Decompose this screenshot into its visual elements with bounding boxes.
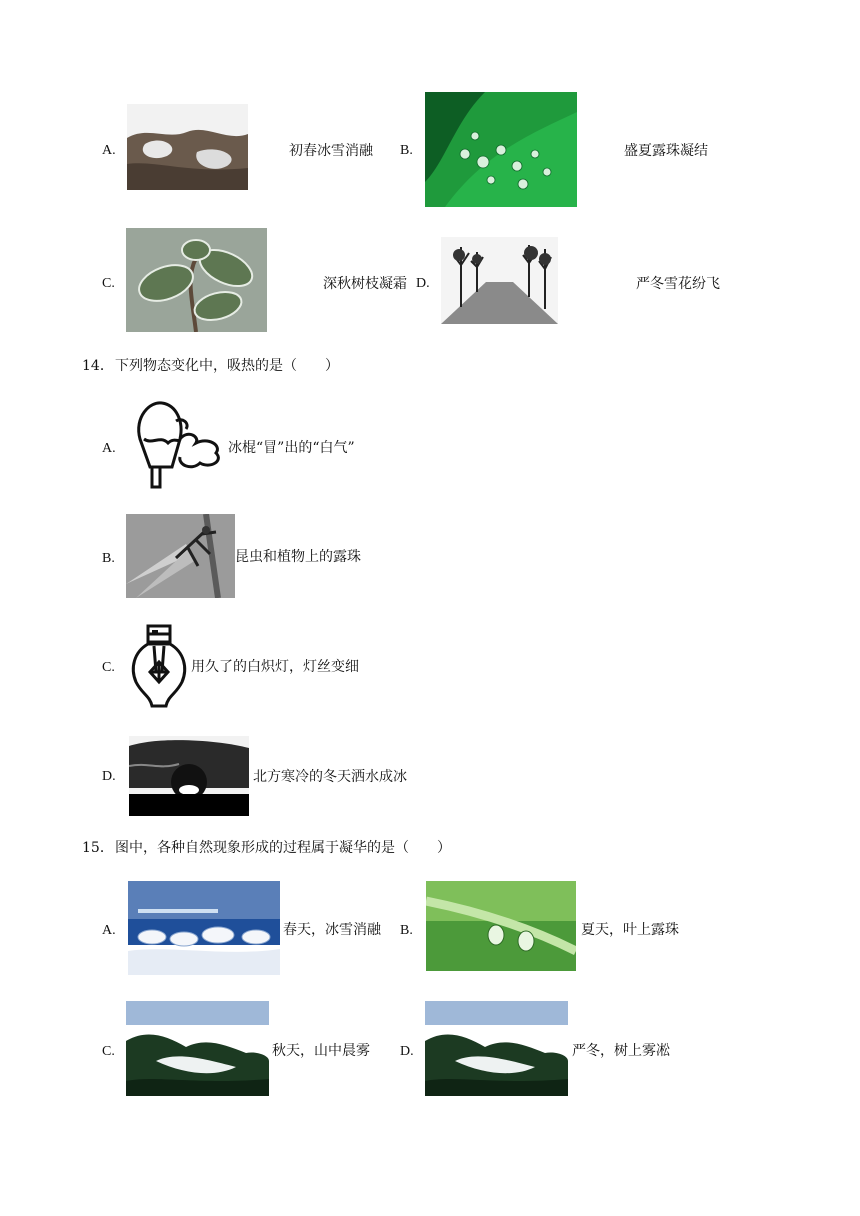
q13-option-a-letter: A. bbox=[102, 143, 116, 158]
snowy-road-photo bbox=[441, 237, 558, 324]
q13-option-c-text: 深秋树枝凝霜 bbox=[323, 276, 407, 292]
q13-option-a-text: 初春冰雪消融 bbox=[289, 143, 373, 159]
light-bulb-icon bbox=[128, 622, 190, 709]
q14-option-b-letter: B. bbox=[102, 551, 115, 566]
q15-option-d-text: 严冬，树上雾凇 bbox=[572, 1043, 670, 1059]
insect-dew-photo bbox=[126, 514, 235, 598]
q15-option-a-text: 春天，冰雪消融 bbox=[283, 922, 381, 938]
q15-option-c-letter: C. bbox=[102, 1044, 115, 1059]
rime-photo bbox=[425, 1001, 568, 1096]
q15-option-b-text: 夏天，叶上露珠 bbox=[581, 922, 679, 938]
q14-option-a-text: 冰棍“冒”出的“白气” bbox=[228, 440, 355, 456]
q14-option-c-text: 用久了的白炽灯，灯丝变细 bbox=[191, 659, 359, 675]
q15-option-a-letter: A. bbox=[102, 923, 116, 938]
q14-option-c-letter: C. bbox=[102, 660, 115, 675]
q15-option-b-letter: B. bbox=[400, 923, 413, 938]
mountain-fog-photo bbox=[126, 1001, 269, 1096]
q14-option-a-letter: A. bbox=[102, 441, 116, 456]
q14-option-d-letter: D. bbox=[102, 769, 116, 784]
dew-on-grass-photo bbox=[426, 881, 576, 971]
q13-option-d-letter: D. bbox=[416, 276, 430, 291]
q13-option-c-letter: C. bbox=[102, 276, 115, 291]
melting-ice-photo bbox=[128, 881, 280, 975]
question-14-stem: 下列物态变化中，吸热的是（ ） bbox=[115, 358, 339, 374]
frosted-leaves-photo bbox=[126, 228, 267, 332]
q13-option-d-text: 严冬雪花纷飞 bbox=[636, 276, 720, 292]
q13-option-b-letter: B. bbox=[400, 143, 413, 158]
question-15-number: 15． bbox=[82, 840, 114, 856]
question-15-stem: 图中，各种自然现象形成的过程属于凝华的是（ ） bbox=[115, 840, 451, 856]
q15-option-c-text: 秋天，山中晨雾 bbox=[272, 1043, 370, 1059]
q14-option-d-text: 北方寒冷的冬天洒水成冰 bbox=[253, 769, 407, 785]
question-14-number: 14． bbox=[82, 358, 114, 374]
q15-option-d-letter: D. bbox=[400, 1044, 414, 1059]
ice-pop-icon bbox=[130, 399, 228, 493]
melting-snow-photo bbox=[127, 104, 248, 190]
q14-option-b-text: 昆虫和植物上的露珠 bbox=[235, 549, 361, 565]
dewdrops-on-leaf-photo bbox=[425, 92, 577, 207]
frozen-water-photo bbox=[129, 736, 249, 816]
q13-option-b-text: 盛夏露珠凝结 bbox=[624, 143, 708, 159]
